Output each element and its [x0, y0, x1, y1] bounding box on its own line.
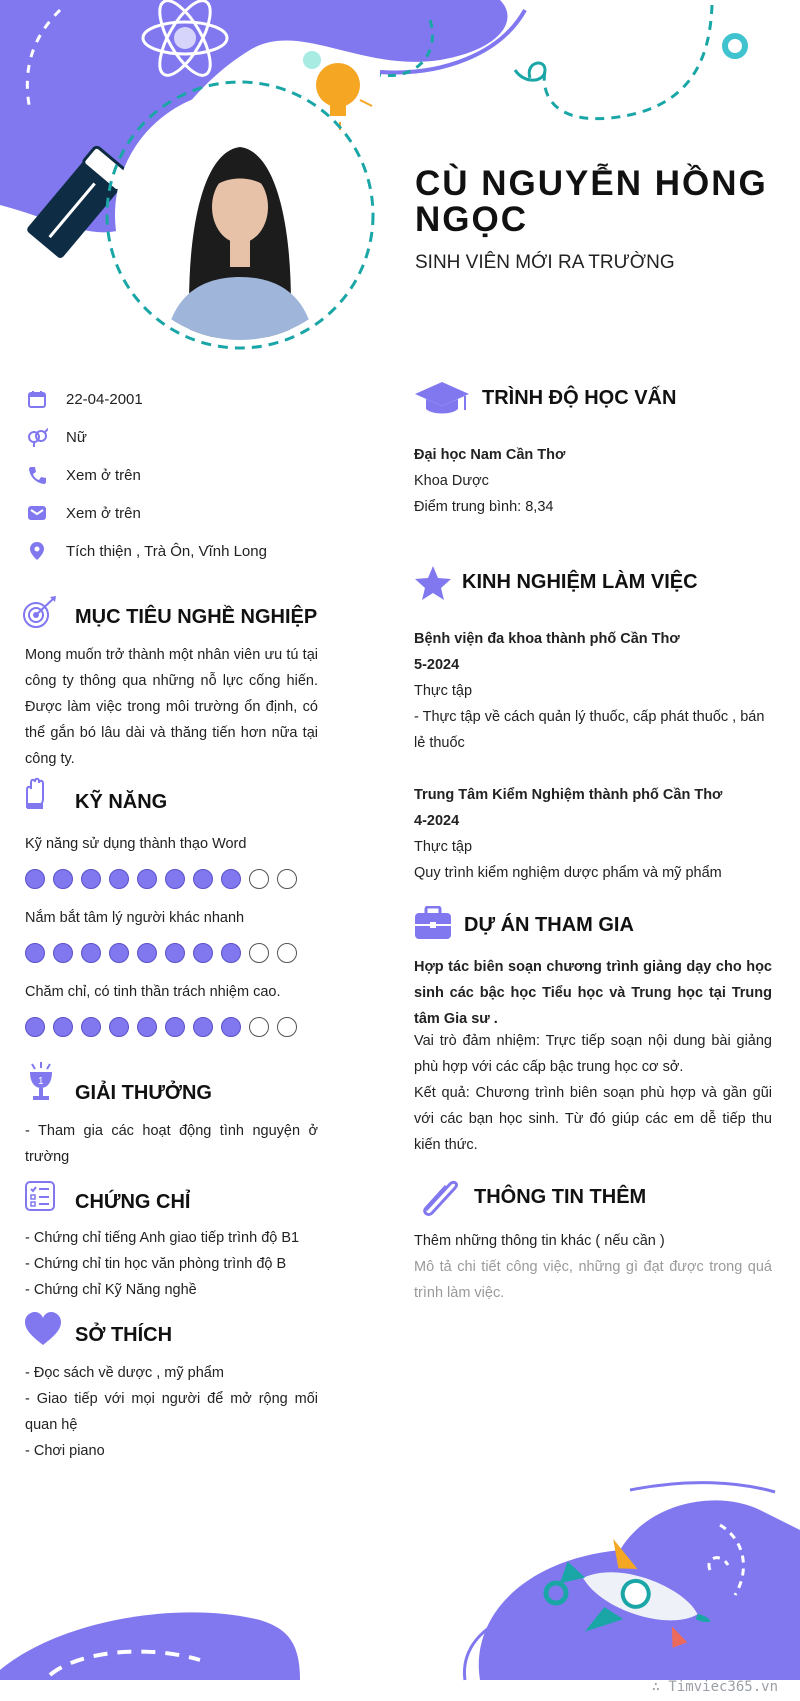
rating-dot-filled — [193, 1017, 213, 1037]
awards-text: - Tham gia các hoạt động tình nguyện ở trường — [25, 1123, 318, 1165]
rating-dot-filled — [25, 1017, 45, 1037]
extra-info-line: Thêm những thông tin khác ( nếu cần ) — [414, 1233, 665, 1249]
phone-icon — [26, 464, 48, 486]
awards-title: GIẢI THƯỞNG — [75, 1082, 212, 1104]
contact-gender — [26, 418, 356, 456]
certificate-item: - Chứng chỉ Kỹ Năng nghề — [25, 1282, 197, 1298]
project-name: Hợp tác biên soạn chương trình giảng dạy cho học sinh các bậc học Tiểu học và Trung học tại Trung tâm Gia sư . — [414, 959, 772, 1027]
extra-info-title: THÔNG TIN THÊM — [474, 1186, 647, 1208]
rating-dot-empty — [277, 1017, 297, 1037]
hobby-item: - Chơi piano — [25, 1443, 105, 1459]
extra-info-description: Mô tả chi tiết công việc, những gì đạt được trong quá trình làm việc. — [414, 1259, 772, 1301]
job-description: Quy trình kiểm nghiệm dược phẩm và mỹ phẩm — [414, 865, 722, 881]
job-description: - Thực tập về cách quản lý thuốc, cấp phát thuốc , bán lẻ thuốc — [414, 709, 765, 751]
certificate-item: - Chứng chỉ tin học văn phòng trình độ B — [25, 1256, 287, 1272]
job-date: 5-2024 — [414, 657, 460, 673]
rating-dot-filled — [53, 1017, 73, 1037]
project-role: Vai trò đảm nhiệm: Trực tiếp soạn nội dung bài giảng phù hợp với các cấp bậc trung học cơ sở. — [414, 1033, 772, 1075]
rating-dot-filled — [109, 1017, 129, 1037]
experience-title: KINH NGHIỆM LÀM VIỆC — [462, 571, 698, 593]
contact-email — [26, 494, 356, 532]
rating-dot-filled — [81, 1017, 101, 1037]
phone-value: Xem ở trên — [66, 466, 141, 484]
rating-dot-filled — [25, 943, 45, 963]
candidate-name — [415, 166, 785, 238]
rating-dot-filled — [109, 943, 129, 963]
rating-dot-filled — [137, 943, 157, 963]
contact-phone — [26, 456, 356, 494]
rating-dot-empty — [277, 869, 297, 889]
skills-title: KỸ NĂNG — [75, 791, 168, 813]
skill-label: Chăm chỉ, có tinh thần trách nhiệm cao. — [25, 984, 281, 1000]
skill-rating — [25, 869, 297, 893]
gender-icon — [26, 426, 48, 448]
hobby-item: - Đọc sách về dược , mỹ phẩm — [25, 1365, 224, 1381]
rating-dot-filled — [221, 943, 241, 963]
heart-icon — [24, 1312, 62, 1346]
job-position: Thực tập — [414, 683, 473, 699]
rating-dot-filled — [53, 943, 73, 963]
paperclip-icon — [416, 1176, 460, 1216]
contact-birthday — [26, 380, 356, 418]
birthday-value: 22-04-2001 — [66, 390, 143, 408]
calendar-icon — [26, 388, 48, 410]
svg-text:1: 1 — [38, 1076, 44, 1087]
raised-hand-icon — [22, 777, 48, 811]
skill-rating — [25, 943, 297, 967]
education-school: Đại học Nam Cần Thơ — [414, 447, 566, 463]
footer-decoration — [0, 1470, 800, 1701]
trophy-icon — [24, 1062, 58, 1102]
checklist-icon — [24, 1180, 56, 1212]
rating-dot-empty — [249, 1017, 269, 1037]
job-date: 4-2024 — [414, 813, 460, 829]
skill-label: Kỹ năng sử dụng thành thạo Word — [25, 836, 247, 852]
rating-dot-empty — [249, 943, 269, 963]
skill-rating — [25, 1017, 297, 1041]
briefcase-icon — [414, 906, 452, 940]
rating-dot-filled — [193, 869, 213, 889]
career-goal-title: MỤC TIÊU NGHỀ NGHIỆP — [75, 606, 318, 628]
rating-dot-filled — [53, 869, 73, 889]
rating-dot-filled — [137, 869, 157, 889]
location-pin-icon — [26, 540, 48, 562]
star-icon — [414, 565, 452, 601]
rating-dot-filled — [137, 1017, 157, 1037]
contact-info — [26, 380, 356, 570]
graduation-cap-icon — [414, 380, 470, 416]
rating-dot-filled — [221, 1017, 241, 1037]
skill-label: Nắm bắt tâm lý người khác nhanh — [25, 910, 245, 926]
rating-dot-empty — [249, 869, 269, 889]
hobby-item: - Giao tiếp với mọi người để mở rộng mối quan hệ — [25, 1391, 318, 1433]
hobbies-title: SỞ THÍCH — [75, 1324, 173, 1346]
email-value: Xem ở trên — [66, 504, 141, 522]
certificates-title: CHỨNG CHỈ — [75, 1191, 191, 1213]
projects-title: DỰ ÁN THAM GIA — [464, 914, 634, 936]
rating-dot-filled — [165, 869, 185, 889]
rating-dot-filled — [193, 943, 213, 963]
rating-dot-empty — [277, 943, 297, 963]
rating-dot-filled — [221, 869, 241, 889]
education-gpa: Điểm trung bình: 8,34 — [414, 499, 554, 515]
rating-dot-filled — [109, 869, 129, 889]
name-line-1: CÙ NGUYỄN HỒNG — [415, 164, 768, 203]
rating-dot-filled — [25, 869, 45, 889]
project-result: Kết quả: Chương trình biên soạn phù hợp và gần gũi với các bạn học sinh. Từ đó giúp các em dễ tiếp thu kiến thức. — [414, 1085, 772, 1153]
rating-dot-filled — [81, 869, 101, 889]
job-position: Thực tập — [414, 839, 473, 855]
job-title: SINH VIÊN MỚI RA TRƯỜNG — [415, 252, 675, 273]
job-org: Bệnh viện đa khoa thành phố Cần Thơ — [414, 631, 680, 647]
email-icon — [26, 502, 48, 524]
avatar — [110, 82, 370, 347]
rating-dot-filled — [165, 1017, 185, 1037]
target-icon — [22, 595, 58, 629]
name-line-2: NGỌC — [415, 200, 528, 239]
education-title: TRÌNH ĐỘ HỌC VẤN — [482, 387, 677, 409]
career-goal-text: Mong muốn trở thành một nhân viên ưu tú tại công ty thông qua những nỗ lực cống hiến. Được làm việc trong môi trường ổn định, có thể gắn bó lâu dài và thăng tiến hơn nữa tại công ty. — [25, 647, 318, 767]
certificate-item: - Chứng chỉ tiếng Anh giao tiếp trình độ B1 — [25, 1230, 300, 1246]
gender-value: Nữ — [66, 428, 87, 446]
education-faculty: Khoa Dược — [414, 473, 489, 489]
contact-address — [26, 532, 356, 570]
job-org: Trung Tâm Kiểm Nghiệm thành phố Cần Thơ — [414, 787, 723, 803]
rating-dot-filled — [165, 943, 185, 963]
watermark-brand: ∴ Timviec365.vn — [651, 1679, 778, 1695]
rating-dot-filled — [81, 943, 101, 963]
address-value: Tích thiện , Trà Ôn, Vĩnh Long — [66, 542, 267, 560]
